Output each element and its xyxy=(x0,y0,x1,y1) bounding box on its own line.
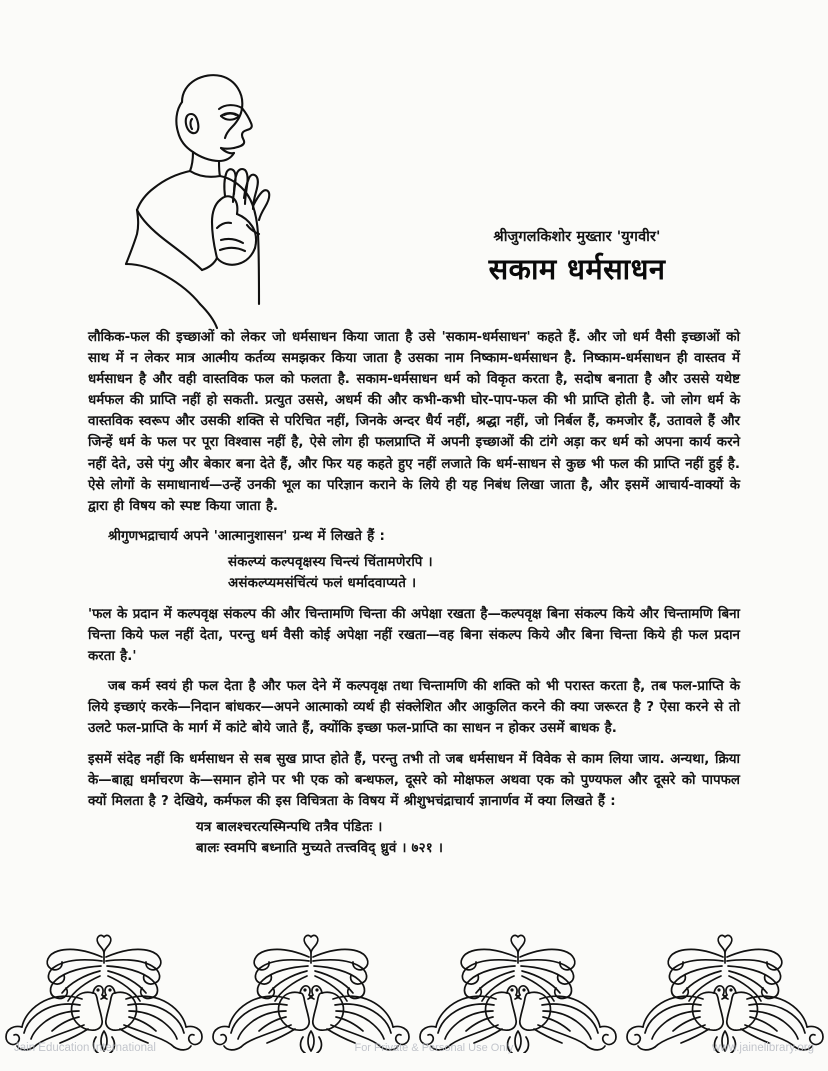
paragraph-4: जब कर्म स्वयं ही फल देता है और फल देने में कल्पवृक्ष तथा चिन्तामणि की शक्ति को भी परास्त करता है, तब फल-प्राप्ति के लिये इच्छाएं करके—निदान बांधकर—अपने आत्माको व्यर्थ ही संक्लेशित और आकुलित करने की क्या जरूरत है ? ऐसा करने से तो उलटे फल-प्राप्ति के मार्ग में कांटे बोये जाते हैं, क्योंकि इच्छा फल-प्राप्ति का साधन न होकर उसमें बाधक है. xyxy=(88,679,740,737)
sanskrit-verse-2 xyxy=(88,817,740,860)
author-byline: श्रीजुगलकिशोर मुख्तार 'युगवीर' xyxy=(493,229,661,245)
verse-1-line-1: संकल्प्यं कल्पवृक्षस्य चिन्त्यं चिंतामणेरपि । xyxy=(228,554,433,570)
verse-2-line-1: यत्र बालश्चरत्यस्मिन्पथि तत्रैव पंडितः । xyxy=(196,819,383,835)
jain-monk-blessing-line-art xyxy=(120,68,325,330)
title-block xyxy=(362,228,792,287)
decorative-bird-border xyxy=(0,933,828,1053)
watermark-right: www.jainelibrary.org xyxy=(711,1042,814,1054)
page-title: सकाम धर्मसाधन xyxy=(488,252,666,287)
paragraph-3: 'फल के प्रदान में कल्पवृक्ष संकल्प की और चिन्तामणि चिन्ता की अपेक्षा रखता है—कल्पवृक्ष बिना संकल्प किये और चिन्तामणि बिना चिन्ता किये फल नहीं देता, परन्तु धर्म वैसी कोई अपेक्षा नहीं रखता—वह बिना संकल्प किये और बिना चिन्ता किये ही फल प्रदान करता है.' xyxy=(88,606,740,665)
verse-2-line-2: बालः स्वमपि बध्नाति मुच्यते तत्त्वविद् ध्रुवं । ७२१ । xyxy=(196,841,444,857)
sanskrit-verse-1 xyxy=(88,552,740,595)
article-body xyxy=(88,327,740,869)
watermark-left: Jain Education International xyxy=(14,1042,156,1054)
paragraph-2: श्रीगुणभद्राचार्य अपने 'आत्मानुशासन' ग्रन्थ में लिखते हैं : xyxy=(108,528,385,544)
paragraph-5: इसमें संदेह नहीं कि धर्मसाधन से सब सुख प्राप्त होते हैं, परन्तु तभी तो जब धर्मसाधन में विवेक से काम लिया जाय. अन्यथा, क्रिया के—बाह्य धर्माचरण के—समान होने पर भी एक को बन्धफल, दूसरे को मोक्षफल अथवा एक को पुण्यफल और दूसरे को पापफल क्यों मिलता है ? देखिये, कर्मफल की इस विचित्रता के विषय में श्रीशुभचंद्राचार्य ज्ञानार्णव में क्या लिखते हैं : xyxy=(88,751,740,809)
watermark-center: For Private & Personal Use Only xyxy=(354,1042,514,1054)
paragraph-1: लौकिक-फल की इच्छाओं को लेकर जो धर्मसाधन किया जाता है उसे 'सकाम-धर्मसाधन' कहते हैं. और जो धर्म वैसी इच्छाओं को साथ में न लेकर मात्र आत्मीय कर्तव्य समझकर किया जाता है उसका नाम निष्काम-धर्मसाधन है. निष्काम-धर्मसाधन ही वास्तव में धर्मसाधन है और वही वास्तविक फल को फलता है. सकाम-धर्मसाधन धर्म को विकृत करता है, सदोष बनाता है और उससे यथेष्ट धर्मफल की प्राप्ति नहीं हो सकती. प्रत्युत उससे, अधर्म की और कभी-कभी घोर-पाप-फल की भी प्राप्ति होती है. जो लोग धर्म के वास्तविक स्वरूप और उसकी शक्ति से परिचित नहीं, जिनके अन्दर धैर्य नहीं, श्रद्धा नहीं, जो निर्बल हैं, कमजोर हैं, उतावले हैं और जिन्हें धर्म के फल पर पूरा विश्वास नहीं है, ऐसे लोग ही फलप्राप्ति में अपनी इच्छाओं की टांगे अड़ा कर धर्म को अपना कार्य करने नहीं देते, उसे पंगु और बेकार बना देते हैं, और फिर यह कहते हुए नहीं लजाते कि धर्म-साधन से कुछ भी फल की प्राप्ति नहीं हुई है. ऐसे लोगों के समाधानार्थ—उन्हें उनकी भूल का परिज्ञान कराने के लिये ही यह निबंध लिखा जाता है, और इसमें आचार्य-वाक्यों के द्वारा ही विषय को स्पष्ट किया जाता है. xyxy=(88,330,740,514)
verse-1-line-2: असंकल्प्यमसंचिंत्यं फलं धर्मादवाप्यते । xyxy=(228,576,417,592)
